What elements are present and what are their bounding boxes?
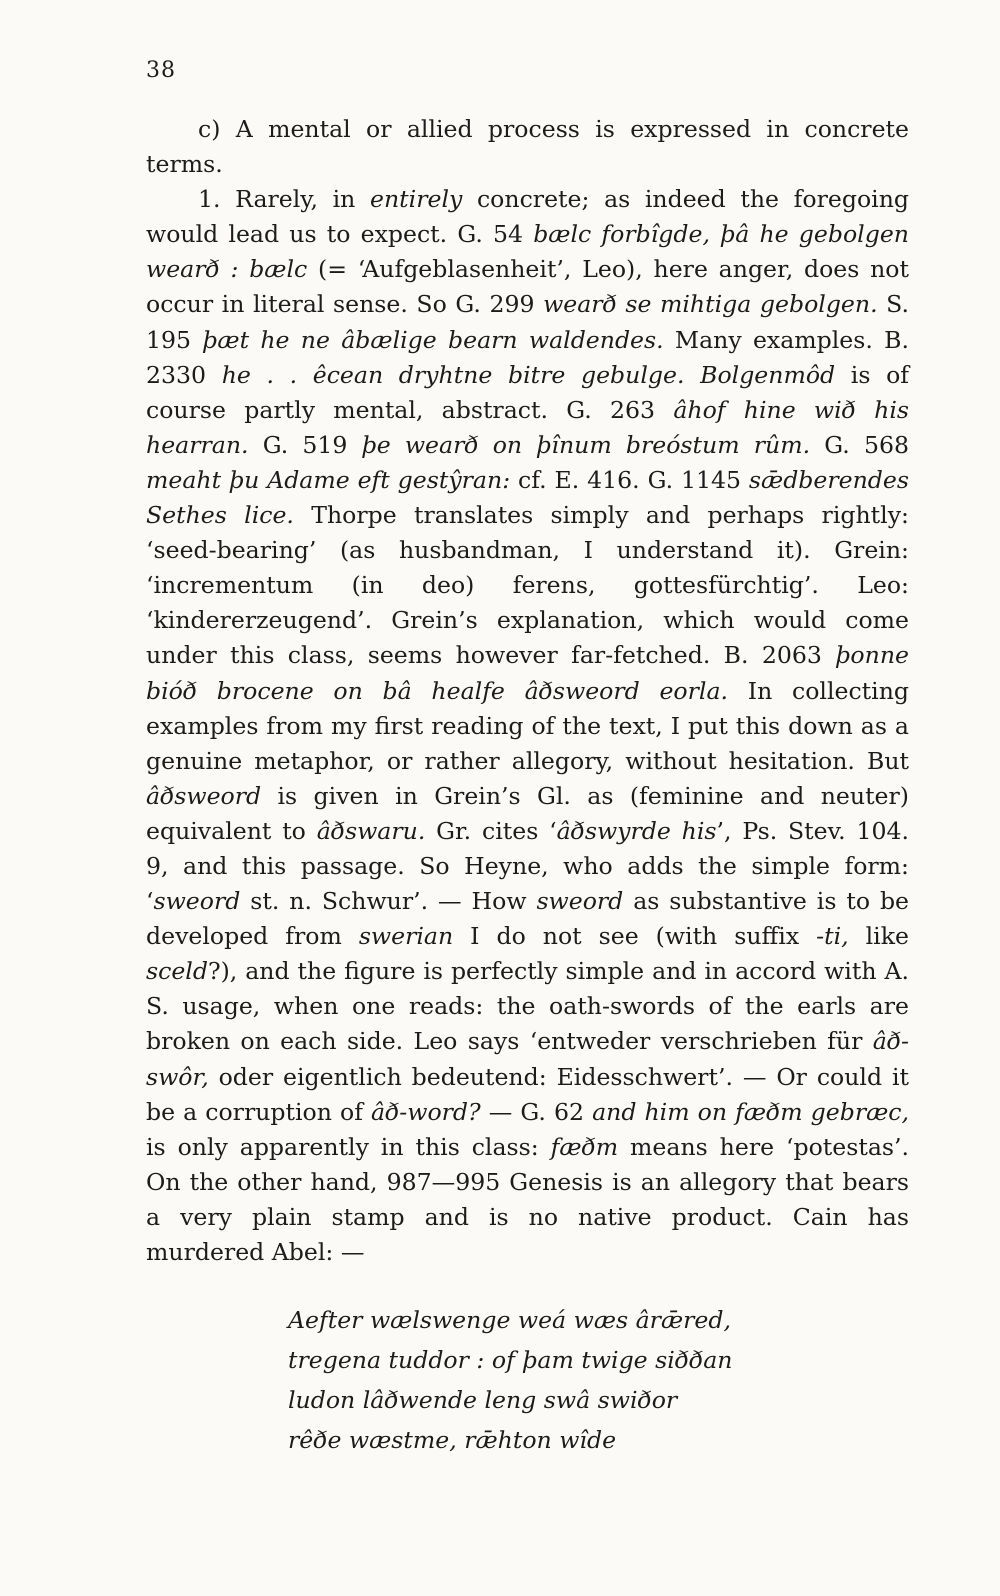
italic-segment: þe wearð on þînum breóstum rûm. xyxy=(361,430,811,459)
italic-segment: âð-swôr, xyxy=(146,1027,909,1091)
text-segment: concrete; as indeed the foregoing would lead us to expect. G. 54 xyxy=(146,185,909,249)
page-number: 38 xyxy=(146,58,176,83)
italic-segment: þæt he ne âbælige bearn waldendes. xyxy=(202,325,664,354)
verse-line: ludon lâðwende leng swâ swiðor xyxy=(288,1386,678,1414)
italic-segment: -ti, xyxy=(816,922,849,951)
italic-segment: âðsweord xyxy=(146,781,262,810)
italic-segment: he . . êcean dryhtne bitre gebulge. Bolgenmôd xyxy=(221,360,836,389)
text-segment: cf. E. 416. G. 1145 xyxy=(510,465,749,494)
verse-line: Aefter wælswenge weá wæs ârǣred, xyxy=(288,1306,731,1334)
verse-quotation xyxy=(288,1300,848,1460)
text-segment: like xyxy=(848,922,909,951)
text-segment: I do not see (with suffix xyxy=(453,922,817,951)
text-segment: (= ‘Aufgeblasenheit’, Leo), here anger, does not occur in literal sense. So G. 299 xyxy=(146,255,909,319)
italic-segment: âðswyrde his xyxy=(556,816,717,845)
text-segment: G. 519 xyxy=(248,430,362,459)
text-segment: Many examples. B. 2330 xyxy=(146,325,909,389)
italic-segment: âð-word? xyxy=(371,1097,481,1126)
italic-segment: âðswaru. xyxy=(316,816,426,845)
text-segment: Thorpe translates simply and perhaps rightly: ‘seed-bearing’ (as husbandman, I understand it). Grein: ‘incrementum (in deo) ferens, gottesfürchtig’. Leo: ‘kindererzeugend’. Grein’s explanation, which would come under this class, seems however far-fetched. B. 2063 xyxy=(146,501,909,670)
text-segment: as substantive is to be developed from xyxy=(146,887,910,951)
italic-segment: sweord xyxy=(536,887,624,916)
text-segment: means here ‘potestas’. On the other hand, 987—995 Genesis is an allegory that bears a very plain stamp and is no native product. Cain has murdered Abel: — xyxy=(146,1132,909,1266)
text-segment: Gr. cites ‘ xyxy=(425,816,557,845)
text-segment: is only apparently in this class: xyxy=(146,1132,551,1161)
verse-line: tregena tuddor : of þam twige siððan xyxy=(288,1346,733,1374)
verse-line: rêðe wæstme, rǣhton wîde xyxy=(288,1426,617,1454)
main-text xyxy=(146,112,909,1270)
italic-segment: sǣdberendes Sethes lice. xyxy=(146,465,909,530)
italic-segment: wearð se mihtiga gebolgen. xyxy=(543,290,878,319)
italic-segment: sceld xyxy=(146,957,208,986)
italic-segment: and him on fæðm gebræc, xyxy=(592,1097,909,1126)
text-segment: oder eigentlich bedeutend: Eidesschwert’. — Or could it be a corruption of xyxy=(146,1062,909,1126)
italic-segment: sweord xyxy=(153,887,241,916)
text-segment: In collecting examples from my first reading of the text, I put this down as a genuine metaphor, or rather allegory, without hesitation. But xyxy=(146,676,910,775)
italic-segment: fæðm xyxy=(550,1132,619,1161)
italic-segment: âhof hine wið his hearran. xyxy=(146,395,909,459)
italic-segment: þonne bióð brocene on bâ healfe âðsweord eorla. xyxy=(146,641,909,705)
paragraph-1 xyxy=(146,182,909,1270)
text-segment: ?), and the figure is perfectly simple and in accord with A. S. usage, when one reads: the oath-swords of the earls are broken on each side. Leo says ‘entweder verschrieben für xyxy=(146,957,909,1056)
text-segment: st. n. Schwur’. — How xyxy=(240,887,537,916)
paragraph-c: c) A mental or allied process is expressed in concrete terms. xyxy=(146,115,909,179)
italic-segment: swerian xyxy=(358,922,454,951)
italic-segment: entirely xyxy=(370,185,463,214)
text-segment: 1. Rarely, in xyxy=(198,185,371,214)
italic-segment: meaht þu Adame eft gestŷran: xyxy=(146,465,511,494)
text-segment: ’, Ps. Stev. 104. 9, and this passage. So Heyne, who adds the simple form: ‘ xyxy=(146,816,909,916)
text-segment: is of course partly mental, abstract. G. 263 xyxy=(146,360,910,424)
text-segment: — G. 62 xyxy=(480,1097,593,1126)
text-segment: G. 568 xyxy=(810,430,909,459)
text-segment: is given in Grein’s Gl. as (feminine and neuter) equivalent to xyxy=(146,781,909,845)
italic-segment: bælc forbîgde, þâ he gebolgen wearð : bælc xyxy=(146,220,909,284)
text-segment: S. 195 xyxy=(146,290,909,354)
